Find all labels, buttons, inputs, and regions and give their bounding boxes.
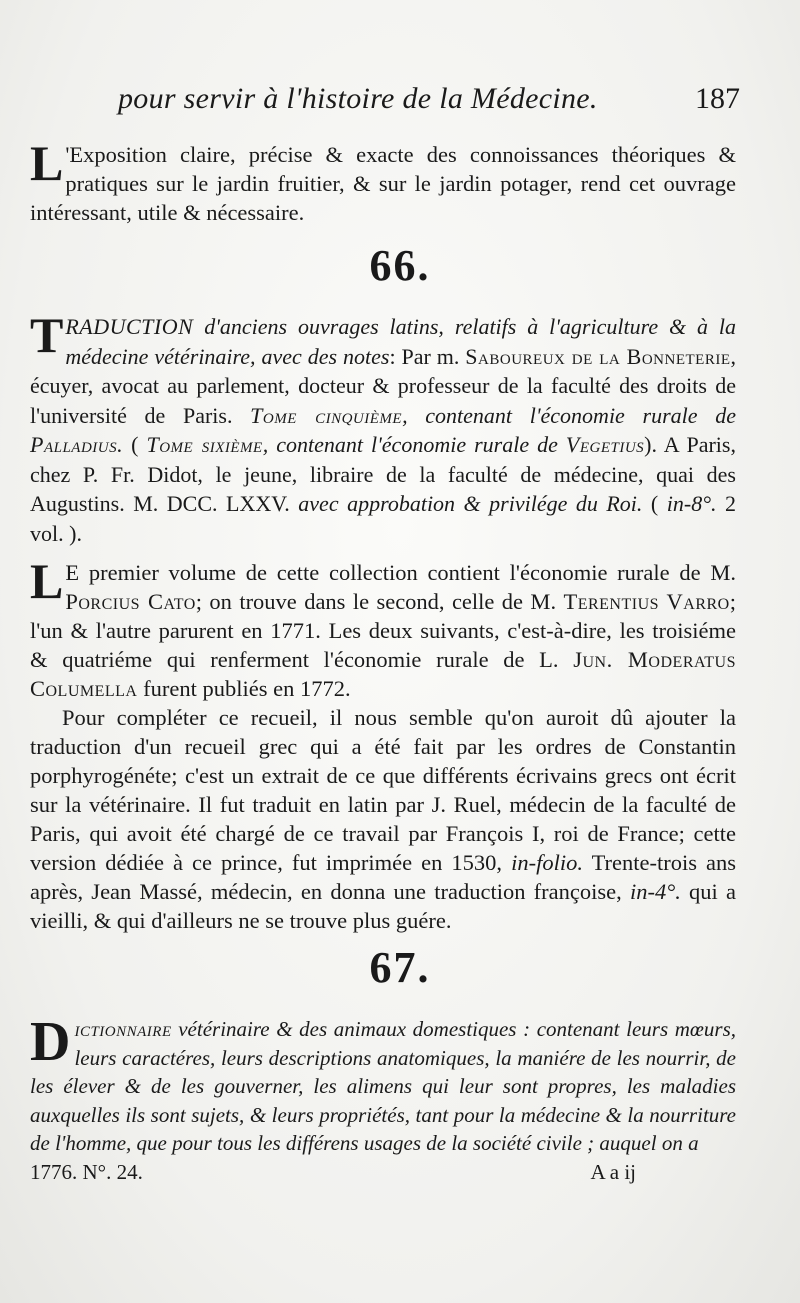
format-text: in-folio. <box>511 850 583 875</box>
entry-text: : Par m. <box>389 343 466 369</box>
entry-title-caps: ictionnaire <box>74 1017 172 1041</box>
paragraph-text: ; on trouve dans le second, celle de M. <box>195 589 564 614</box>
paragraph-text: ; l'un & l'autre parurent en 1771. Les deux suivants, c'est-à-dire, les troisiéme & quatriéme qui renferment l'économie rurale de L. <box>30 589 736 672</box>
paragraph-text: Trente-trois ans après, Jean Massé, médecin, en donna une traduction françoise, <box>30 850 737 904</box>
entry-text: ( <box>642 491 667 516</box>
entry-text: , écuyer, avocat au parlement, docteur & professeur de la faculté des droits de l'université de Paris. <box>30 343 736 428</box>
tome-text: , contenant l'économie rurale de <box>262 432 566 457</box>
tome-text: , contenant l'économie rurale de <box>402 402 736 428</box>
format-text: in-8°. <box>666 491 717 516</box>
paragraph-text: qui a vieilli, & qui d'ailleurs ne se trouve plus guére. <box>30 879 736 933</box>
body-paragraph <box>30 553 736 703</box>
dropcap: T <box>30 307 64 363</box>
person-name: Porcius Cato <box>65 589 196 614</box>
approbation-text: avec approbation & privilége du Roi. <box>298 491 643 516</box>
person-name: Terentius Varro <box>563 589 730 614</box>
person-name: Jun. Moderatus Columella <box>30 647 736 701</box>
author-name: Saboureux de la Bonneterie <box>465 343 731 369</box>
entry-66 <box>30 307 736 548</box>
author-name: Vegetius <box>565 432 645 457</box>
dropcap: D <box>30 1011 71 1073</box>
entry-text: 2 vol. ). <box>30 491 736 546</box>
page-number: 187 <box>695 82 740 115</box>
paragraph-text: Pour compléter ce recueil, il nous semble qu'on auroit dû ajouter la traduction d'un recueil grec qui a été fait par les ordres de Constantin porphyrogénéte; c'est un extrait de ce que différents écrivains grecs ont écrit sur la vétérinaire. Il fut traduit en latin par J. Ruel, médecin de la faculté de Paris, qui avoit été chargé de ce travail par François I, roi de France; cette version dédiée à ce prince, fut imprimée en 1530, <box>30 705 736 875</box>
tome-label: Tome sixième <box>146 432 263 457</box>
entry-text: vétérinaire & des animaux domestiques : contenant leurs mœurs, leurs caractéres, leurs descriptions anatomiques, la maniére de les nourrir, de les élever & de les gouverner, les alimens qui leur sont propres, les maladies auxquelles ils sont sujets, & leurs propriétés, tant pour la médecine & la nourriture de l'homme, que pour tous les différens usages de la société civile ; auquel on a <box>30 1017 736 1155</box>
intro-text: 'Exposition claire, précise & exacte des connoissances théoriques & pratiques sur le jardin fruitier, & sur le jardin potager, rend cet ouvrage intéressant, utile & nécessaire. <box>30 142 736 225</box>
format-text: in-4°. <box>629 879 681 904</box>
entry-title: d'anciens ouvrages latins, relatifs à l'agriculture & à la médecine vétérinaire, avec des notes <box>65 314 736 369</box>
body-paragraph <box>30 703 736 935</box>
signature-line <box>30 1158 736 1187</box>
intro-paragraph <box>30 135 736 227</box>
entry-text: ). A Paris, chez P. Fr. Didot, le jeune, libraire de la faculté de médecine, quai des Augustins. M. DCC. LXXV. <box>30 432 736 516</box>
entry-number-66: 66. <box>369 241 431 290</box>
signature-mark: A a ij <box>590 1159 636 1184</box>
entry-67 <box>30 1011 736 1186</box>
entry-title-caps: RADUCTION <box>65 314 194 339</box>
paragraph-text: furent publiés en 1772. <box>137 676 351 701</box>
running-title: pour servir à l'histoire de la Médecine. <box>118 82 598 115</box>
page-header <box>110 82 740 122</box>
tome-label: Tome cinquième <box>250 402 403 428</box>
dropcap: L <box>30 135 64 191</box>
author-name: Palladius. <box>30 432 124 457</box>
entry-number-67: 67. <box>369 943 431 992</box>
dropcap: L <box>30 553 64 609</box>
entry-67-text <box>30 1011 736 1158</box>
paragraph-text: E premier volume de cette collection contient l'économie rurale de M. <box>65 560 736 585</box>
year-issue: 1776. N°. 24. <box>30 1159 143 1184</box>
entry-text: ( <box>123 432 147 457</box>
